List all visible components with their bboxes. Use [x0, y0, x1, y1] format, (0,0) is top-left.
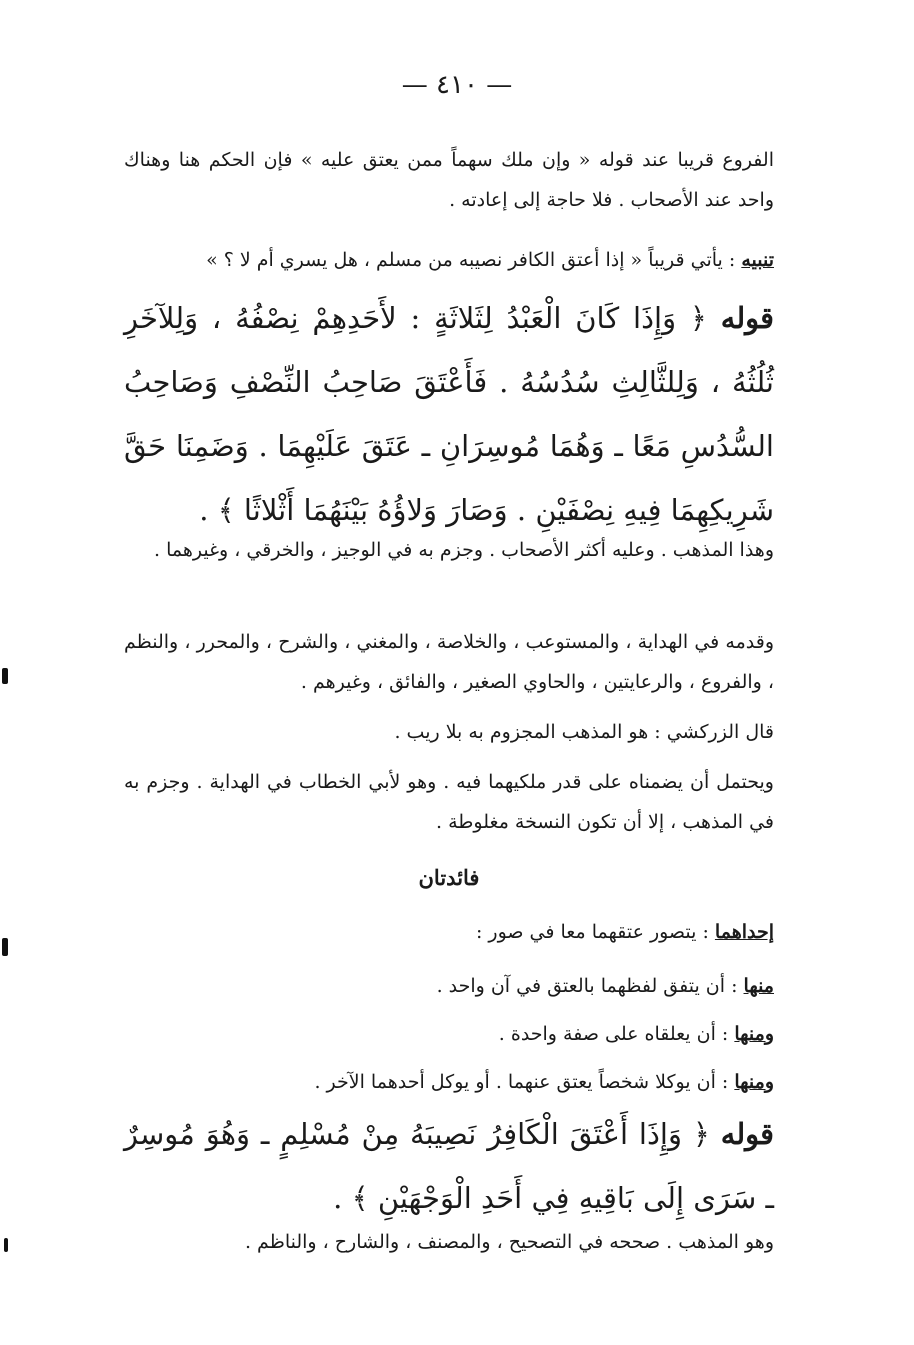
- fawaid-first: [124, 912, 774, 952]
- fawaid-item-2: [124, 1014, 774, 1054]
- paragraph-yahtamil: ويحتمل أن يضمناه على قدر ملكيهما فيه . وهو لأبي الخطاب في الهداية . وجزم به في المذهب ، إلا أن تكون النسخة مغلوطة .: [124, 771, 774, 833]
- fawaid-item-1: [124, 966, 774, 1006]
- fawaid-first-text: : يتصور عتقهما معا في صور :: [475, 921, 715, 943]
- fawaid-first-label: إحداهما: [714, 921, 774, 943]
- fawaid-item-label: ومنها: [734, 1071, 774, 1093]
- tanbih-label: تنبيه: [741, 249, 774, 271]
- fawaid-item-text: : أن يتفق لفظهما بالعتق في آن واحد .: [436, 975, 744, 997]
- quote1-text: ﴿ وَإِذَا كَانَ الْعَبْدُ لِثَلاثَةٍ : لأَحَدِهِمْ نِصْفُهُ ، وَلِلآخَرِ ثُلُثُهُ ، وَلِلثَّالِثِ سُدُسُهُ . فَأَعْتَقَ صَاحِبُ النِّصْفِ وَصَاحِبُ السُّدُسِ مَعًا ـ وَهُمَا مُوسِرَانِ ـ عَتَقَ عَلَيْهِمَا . وَضَمِنَا حَقَّ شَرِيكِهِمَا فِيهِ نِصْفَيْنِ . وَصَارَ وَلاؤُهُ بَيْنَهُمَا أَثْلاثًا ﴾ .: [124, 301, 774, 527]
- quote-slave-three-owners: [124, 286, 774, 542]
- quote2-label: قوله: [720, 1117, 774, 1151]
- fawaid-heading: فائدتان: [418, 865, 480, 890]
- paragraph-zarkashi: قال الزركشي : هو المذهب المجزوم به بلا ريب .: [394, 721, 774, 743]
- margin-mark: [2, 938, 8, 956]
- paragraph-madhhab: وهذا المذهب . وعليه أكثر الأصحاب . وجزم به في الوجيز ، والخرقي ، وغيرهما .: [153, 539, 774, 561]
- paragraph-furu: الفروع قريبا عند قوله « وإن ملك سهماً ممن يعتق عليه » فإن الحكم هنا وهناك واحد عند الأصحاب . فلا حاجة إلى إعادته .: [124, 149, 774, 211]
- margin-mark: [2, 668, 8, 684]
- tanbih-paragraph: [124, 240, 774, 280]
- fawaid-item-text: : أن يوكلا شخصاً يعتق عنهما . أو يوكل أحدهما الآخر .: [314, 1071, 735, 1093]
- quote2-text: ﴿ وَإِذَا أَعْتَقَ الْكَافِرُ نَصِيبَهُ مِنْ مُسْلِمٍ ـ وَهُوَ مُوسِرٌ ـ سَرَى إِلَى بَاقِيهِ فِي أَحَدِ الْوَجْهَيْنِ ﴾ .: [124, 1117, 774, 1215]
- fawaid-item-text: : أن يعلقاه على صفة واحدة .: [498, 1023, 735, 1045]
- margin-mark: [4, 1238, 8, 1252]
- fawaid-item-3: [124, 1062, 774, 1102]
- paragraph-tashih: وهو المذهب . صححه في التصحيح ، والمصنف ، والشارح ، والناظم .: [244, 1231, 774, 1253]
- quote1-label: قوله: [720, 301, 774, 335]
- paragraph-qaddamahu: وقدمه في الهداية ، والمستوعب ، والخلاصة ، والمغني ، والشرح ، والمحرر ، والنظم ، والفروع ، والرعايتين ، والحاوي الصغير ، والفائق ، وغيرهم .: [124, 631, 774, 693]
- quote-kafir-share: [124, 1102, 774, 1230]
- page-number: — ٤١٠ —: [401, 70, 513, 100]
- tanbih-text: : يأتي قريباً « إذا أعتق الكافر نصيبه من مسلم ، هل يسري أم لا ؟ »: [206, 249, 742, 271]
- fawaid-item-label: منها: [743, 975, 774, 997]
- fawaid-item-label: ومنها: [734, 1023, 774, 1045]
